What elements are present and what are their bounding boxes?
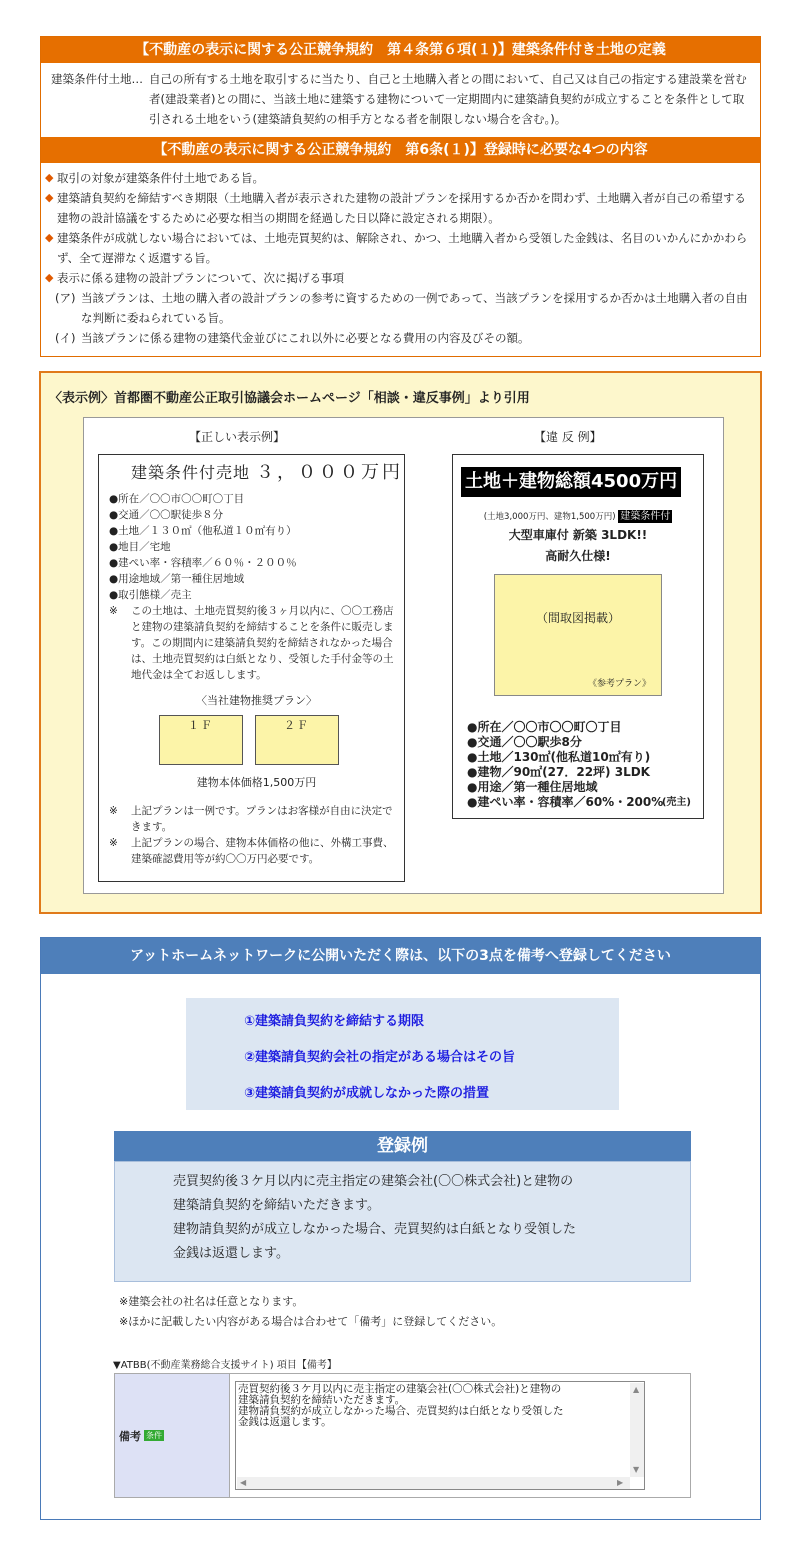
list-item-text: 建築請負契約を締結すべき期限（土地購入者が表示された建物の設計プランを採用するか否かを問わず、土地購入者が自己の希望する建物の設計協議をするために必要な相当の期間を経過した日以降に設定される期限）。 — [57, 191, 746, 225]
definition-text: 自己の所有する土地を取引するに当たり、自己と土地購入者との間において、自己又は自己の指定する建設業を営む者(建設業者)との間に、当該土地に建築する建物について一定期間内に建築請負契約が成立することを条件として取引される土地をいう(建築請負契約の相手方となる者を制限しない場合を含む。)。 — [149, 72, 747, 126]
plan-boxes — [159, 715, 404, 765]
bad-ad-item: ●用途／第一種住居地域 — [467, 780, 598, 794]
plan-label: 〈当社建物推奨プラン〉 — [196, 694, 317, 707]
note-mark: ※ — [109, 837, 118, 849]
bad-ad-seller: (売主) — [661, 797, 691, 808]
good-ad-price: ３，０００万円 — [256, 462, 404, 483]
definition-section — [40, 36, 761, 357]
condition-badge: 条件 — [146, 1431, 162, 1440]
required-points — [186, 998, 619, 1110]
good-ad-item: ●用途地域／第一種住居地域 — [109, 573, 245, 585]
plan-1f: １Ｆ — [159, 715, 243, 765]
bad-ad-tag: 建築条件付 — [620, 511, 671, 522]
list-item-text: 建築条件が成就しない場合においては、土地売買契約は、解除され、かつ、土地購入者から受領した金銭は、名目のいかんにかかわらず、全て遅滞なく返還する旨。 — [57, 231, 748, 265]
bad-ad-item: ●交通／〇〇駅歩8分 — [467, 735, 582, 749]
bad-example-ad — [452, 454, 704, 819]
required-point: ①建築請負契約を締結する期限 — [244, 1014, 425, 1029]
floor-plan-ref: 《参考プラン》 — [587, 679, 651, 689]
registration-rules-list — [41, 163, 760, 356]
good-ad-item: ●土地／１３０㎡（他私道１０㎡有り） — [109, 525, 297, 537]
bad-ad-headline: 土地＋建物総額4500万円 — [461, 467, 681, 497]
definition-heading: 【不動産の表示に関する公正競争規約 第４条第６項(１)】建築条件付き土地の定義 — [41, 37, 760, 63]
remarks-label-text: 備考 — [119, 1429, 141, 1443]
example-title: 〈表示例〉首都圏不動産公正取引協議会ホームページ「相談・違反事例」より引用 — [49, 391, 530, 406]
list-item — [45, 188, 752, 228]
bad-ad-breakdown — [453, 507, 703, 522]
remark: ※建築会社の社名は任意となります。 — [119, 1295, 304, 1308]
required-point: ③建築請負契約が成就しなかった際の措置 — [244, 1086, 490, 1101]
bad-ad-breakdown-text: (土地3,000万円、建物1,500万円) — [483, 512, 616, 522]
good-ad-title-text: 建築条件付売地 — [131, 463, 251, 482]
bad-ad-item: ●所在／〇〇市〇〇町〇丁目 — [467, 720, 622, 734]
good-ad-title — [131, 462, 404, 491]
note-text: この土地は、土地売買契約後３ヶ月以内に、〇〇工務店と建物の建築請負契約を締結することを条件に販売します。この期間内に建築請負契約を締結されなかった場合は、土地売買契約は白紙となり、受領した手付金等の土地代金は全てお返しします。 — [131, 605, 394, 681]
good-ad-item: ●交通／〇〇駅徒歩８分 — [109, 509, 224, 521]
sample-line: 売買契約後３ケ月以内に売主指定の建築会社(〇〇株式会社)と建物の — [173, 1174, 574, 1189]
diamond-bullet-icon: ◆ — [45, 271, 54, 284]
example-image — [83, 417, 724, 894]
sub-item — [45, 328, 752, 348]
note-text: 上記プランは一例です。プランはお客様が自由に決定できます。 — [131, 805, 393, 833]
bad-example-label: 【違 反 例】 — [534, 430, 602, 444]
diamond-bullet-icon: ◆ — [45, 191, 54, 204]
list-item — [45, 168, 752, 188]
plan-2f: ２Ｆ — [255, 715, 339, 765]
scroll-up-arrow-icon[interactable]: ▲ — [633, 1385, 640, 1394]
bad-ad-line: 大型車庫付 新築 3LDK!! — [508, 528, 648, 542]
scroll-down-arrow-icon[interactable]: ▼ — [633, 1465, 640, 1474]
good-ad-note — [109, 603, 404, 683]
sub-item-text: 当該プランに係る建物の建築代金並びにこれ以外に必要となる費用の内容及びその額。 — [81, 331, 530, 345]
sample-line: 建築請負契約を締結いただきます。 — [173, 1198, 380, 1213]
sub-item-mark: (ア) — [55, 291, 76, 305]
list-item-text: 表示に係る建物の設計プランについて、次に掲げる事項 — [57, 271, 345, 285]
diamond-bullet-icon: ◆ — [45, 171, 54, 184]
bad-ad-item: ●土地／130㎡(他私道10㎡有り) — [467, 750, 651, 764]
list-item-text: 取引の対象が建築条件付土地である旨。 — [57, 171, 264, 185]
diamond-bullet-icon: ◆ — [45, 231, 54, 244]
definition-row — [41, 63, 760, 137]
sub-item — [45, 288, 752, 328]
bad-ad-line: 高耐久仕様! — [545, 549, 611, 563]
floor-plan-text: （間取図掲載） — [535, 611, 620, 625]
sub-item-mark: (イ) — [55, 331, 76, 345]
remark: ※ほかに記載したい内容がある場合は合わせて「備考」に登録してください。 — [119, 1315, 503, 1328]
remarks-field-cell — [230, 1374, 690, 1497]
building-price: 建物本体価格1,500万円 — [196, 776, 317, 789]
note-text: 上記プランの場合、建物本体価格の他に、外構工事費、建築確認費用等が約〇〇万円必要です。 — [131, 837, 394, 865]
athome-heading: アットホームネットワークに公開いただく際は、以下の3点を備考へ登録してください — [41, 938, 760, 974]
sub-item-text: 当該プランは、土地の購入者の設計プランの参考に資するための一例であって、当該プランを採用するか否かは土地購入者の自由な判断に委ねられている旨。 — [81, 291, 748, 325]
bad-ad-item: ●建物／90㎡(27．22坪) 3LDK — [467, 765, 650, 779]
sample-line: 建物請負契約が成立しなかった場合、売買契約は白紙となり受領した — [173, 1222, 577, 1237]
remarks — [119, 1292, 502, 1332]
list-item — [45, 268, 752, 288]
floor-plan-placeholder — [494, 574, 662, 696]
horizontal-scrollbar[interactable] — [237, 1477, 630, 1489]
sample-line: 金銭は返還します。 — [173, 1246, 289, 1261]
example-section — [39, 371, 762, 914]
sample-heading: 登録例 — [114, 1131, 691, 1161]
good-ad-item: ●取引態様／売主 — [109, 589, 192, 601]
remarks-field-label — [115, 1374, 230, 1497]
vertical-scrollbar[interactable] — [630, 1383, 644, 1477]
athome-section — [40, 937, 761, 1520]
good-ad-item: ●建ぺい率・容積率／６０％・２００％ — [109, 557, 297, 569]
remarks-textarea[interactable] — [235, 1381, 645, 1490]
good-ad-note — [109, 835, 404, 867]
good-example-label: 【正しい表示例】 — [189, 430, 286, 444]
good-ad-item: ●所在／〇〇市〇〇町〇丁目 — [109, 493, 245, 505]
good-ad-note — [109, 803, 404, 835]
list-item — [45, 228, 752, 268]
sample-body — [114, 1161, 691, 1282]
definition-term: 建築条件付土地… — [51, 72, 143, 86]
bad-ad-item: ●建ぺい率・容積率／60%・200% — [467, 795, 664, 809]
atbb-form-row — [114, 1373, 691, 1498]
required-point: ②建築請負契約会社の指定がある場合はその旨 — [244, 1050, 516, 1065]
atbb-caption: ▼ATBB(不動産業務総合支援サイト) 項目【備考】 — [113, 1360, 337, 1371]
scroll-right-arrow-icon[interactable]: ▶ — [617, 1478, 624, 1487]
good-example-ad — [98, 454, 405, 882]
scroll-left-arrow-icon[interactable]: ◀ — [240, 1478, 247, 1487]
note-mark: ※ — [109, 605, 118, 617]
note-mark: ※ — [109, 805, 118, 817]
good-ad-item: ●地目／宅地 — [109, 541, 171, 553]
registration-rules-heading: 【不動産の表示に関する公正競争規約 第6条(１)】登録時に必要な4つの内容 — [41, 137, 760, 163]
